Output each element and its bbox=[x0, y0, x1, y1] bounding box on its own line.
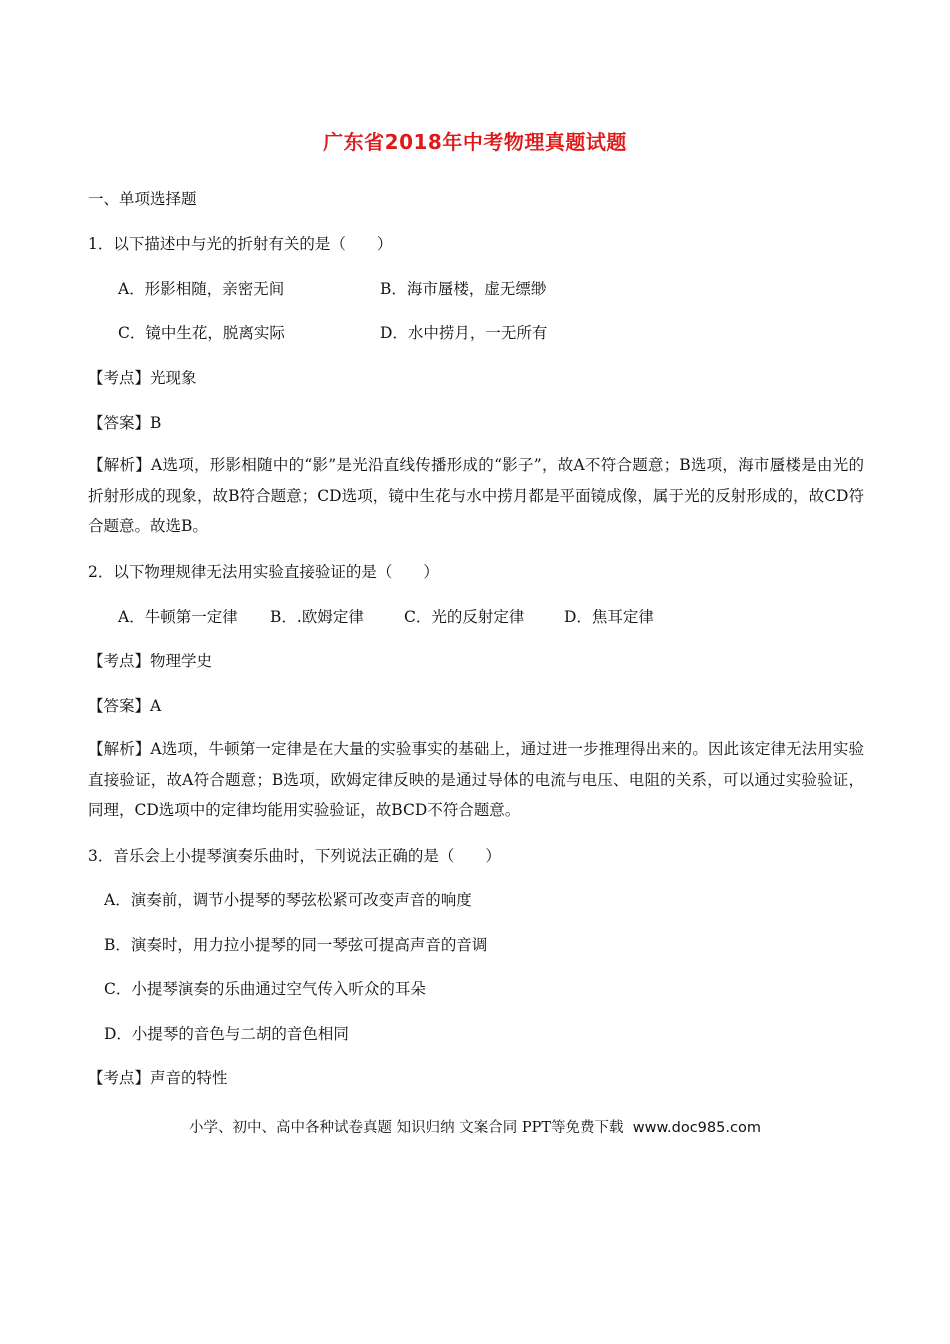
footer-text: 小学、初中、高中各种试卷真题 知识归纳 文案合同 PPT等免费下载 bbox=[189, 1120, 624, 1136]
question-1-answer: 【答案】B bbox=[88, 414, 162, 432]
question-3-option-b: B．演奏时，用力拉小提琴的同一琴弦可提高声音的音调 bbox=[104, 936, 488, 954]
question-3-option-c: C．小提琴演奏的乐曲通过空气传入听众的耳朵 bbox=[104, 980, 426, 998]
question-1-kaodian: 【考点】光现象 bbox=[88, 369, 197, 387]
question-2-analysis: 【解析】A选项，牛顿第一定律是在大量的实验事实的基础上，通过进一步推理得出来的。因此该定律无法用实验直接验证，故A符合题意；B选项，欧姆定律反映的是通过导体的电流与电压、电阻的关系，可以通过实验验证，同理，CD选项中的定律均能用实验验证，故BCD不符合题意。 bbox=[88, 740, 864, 819]
footer-link[interactable]: www.doc985.com bbox=[632, 1120, 761, 1136]
page-footer bbox=[0, 1116, 950, 1137]
question-1-option-b: B．海市蜃楼，虚无缥缈 bbox=[380, 280, 547, 298]
question-1-option-c: C．镜中生花，脱离实际 bbox=[118, 324, 285, 342]
question-2-option-b: B．.欧姆定律 bbox=[270, 608, 364, 626]
question-3-option-d: D．小提琴的音色与二胡的音色相同 bbox=[104, 1025, 349, 1043]
question-1-option-d: D．水中捞月，一无所有 bbox=[380, 324, 548, 342]
section-heading: 一、单项选择题 bbox=[88, 190, 197, 208]
question-2-option-a: A．牛顿第一定律 bbox=[118, 608, 238, 626]
question-2-option-d: D．焦耳定律 bbox=[564, 608, 654, 626]
question-2-kaodian: 【考点】物理学史 bbox=[88, 652, 213, 670]
question-1-stem: 1．以下描述中与光的折射有关的是（ ） bbox=[88, 235, 393, 253]
question-2-stem: 2．以下物理规律无法用实验直接验证的是（ ） bbox=[88, 563, 439, 581]
question-2-option-c: C．光的反射定律 bbox=[404, 608, 525, 626]
question-3-stem: 3．音乐会上小提琴演奏乐曲时，下列说法正确的是（ ） bbox=[88, 847, 501, 865]
question-3-kaodian: 【考点】声音的特性 bbox=[88, 1069, 228, 1087]
question-1-option-a: A．形影相随，亲密无间 bbox=[118, 280, 285, 298]
document-title: 广东省2018年中考物理真题试题 bbox=[323, 130, 627, 154]
question-3-option-a: A．演奏前，调节小提琴的琴弦松紧可改变声音的响度 bbox=[104, 891, 472, 909]
question-2-answer: 【答案】A bbox=[88, 697, 162, 715]
question-1-analysis: 【解析】A选项，形影相随中的“影”是光沿直线传播形成的“影子”，故A不符合题意；B选项，海市蜃楼是由光的折射形成的现象，故B符合题意；CD选项，镜中生花与水中捞月都是平面镜成像，属于光的反射形成的，故CD符合题意。故选B。 bbox=[88, 456, 864, 535]
